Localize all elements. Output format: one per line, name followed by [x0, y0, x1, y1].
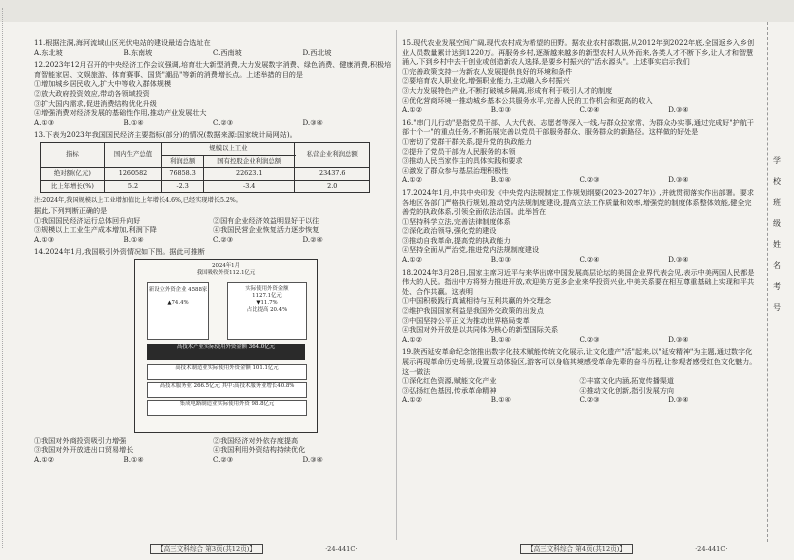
q14-stem: 14.2024年1月,我国吸引外资情况如下图。据此可推断	[34, 247, 205, 257]
top-edge	[0, 0, 794, 22]
q16-options	[402, 175, 757, 185]
hightech-mfg-label: 高技术制造业实际使用外资金额	[175, 364, 251, 371]
right-footer-label: 【高三文科综合 第4页(共12页)】	[520, 544, 633, 554]
actual-use-rate: ▼11.7%	[256, 299, 278, 306]
q11-option-c[interactable]: C.西南坡	[213, 47, 242, 57]
question-14	[34, 247, 392, 464]
side-char: 名	[773, 261, 781, 270]
q12-item-4: ④增强消费对经济发展的基础性作用,推动产业发展壮大	[34, 108, 207, 118]
side-char: 姓	[773, 240, 781, 249]
q17-option-d[interactable]: D.③④	[668, 255, 689, 265]
table-cell: 76858.3	[162, 168, 204, 181]
q16-option-a[interactable]: A.①②	[402, 175, 423, 185]
q13-item-3: ③规模以上工业生产成本增加,利润下降	[34, 225, 157, 235]
q19-items	[402, 376, 757, 395]
question-16	[402, 118, 757, 185]
q19-item-1: ①深化红色资源,赋能文化产业	[402, 376, 497, 386]
q12-stem: 12.2023年12月召开的中央经济工作会议强调,培育壮大新型消费,大力发展数字消费、绿色消费、健康消费,积极培育智能家居、文娱旅游、体育赛事、国货"潮品"等新的消费增长点。上述举措的目的是	[34, 60, 392, 79]
q18-option-d[interactable]: D.③④	[668, 334, 689, 344]
q14-item-4: ④我国利用外资结构持续优化	[213, 445, 306, 455]
side-char: 校	[773, 177, 781, 186]
q16-item-1: ①密切了党群干群关系,提升党的执政能力	[402, 136, 532, 146]
left-footer-code: ·24-441C·	[325, 545, 358, 553]
q14-infographic	[134, 259, 318, 433]
q15-item-3: ③大力发展特色产业,不断打破城乡隔离,形成有利于吸引人才的制度	[402, 85, 613, 95]
q16-option-c[interactable]: C.②③	[579, 175, 600, 185]
actual-use-label: 实际使用外资金额	[245, 285, 289, 292]
q12-option-d[interactable]: D.③④	[302, 117, 323, 127]
left-footer-label: 【高三文科综合 第3页(共12页)】	[150, 544, 263, 554]
question-12	[34, 60, 392, 127]
q19-stem: 19.陕西延安革命纪念馆推出数字化技术赋能传统文化展示,让文化遗产"活"起来,以"延安精神"为主题,通过数字化展示再现革命历史场景,设置互动体验区,游客可以身临其境感受革命先辈的奋斗历程,让参观者感受红色文化魅力。这一做法	[402, 347, 757, 376]
q19-option-a[interactable]: A.①②	[402, 395, 423, 405]
right-footer	[520, 543, 728, 553]
infographic-chip	[147, 400, 307, 416]
q14-option-c[interactable]: C.②③	[213, 455, 234, 465]
q16-item-4: ④激发了群众参与基层治理积极性	[402, 165, 509, 175]
hightech-mfg-value: 101.1亿元	[252, 364, 279, 371]
question-19	[402, 347, 757, 405]
q14-item-2: ②我国经济对外依存度提高	[213, 435, 299, 445]
q17-item-2: ②深化政治领导,强化党的建设	[402, 226, 497, 236]
table-cell: 22623.1	[203, 168, 294, 181]
q18-option-c[interactable]: C.②③	[579, 334, 600, 344]
q13-item-2: ②国有企业经济效益明显好于以往	[213, 215, 320, 225]
chip-value: 98.8亿元	[251, 400, 275, 407]
q13-stats-table	[40, 142, 370, 193]
table-row	[41, 180, 370, 193]
q19-options	[402, 395, 757, 405]
left-page	[34, 38, 392, 468]
q13-stem: 13.下表为2023年我国国民经济主要指标(部分)的情况(数据来源:国家统计局网站)。	[34, 130, 297, 140]
q14-options	[34, 455, 392, 465]
q13-option-d[interactable]: D.②④	[302, 234, 323, 244]
q13-option-c[interactable]: C.②③	[213, 234, 234, 244]
page-divider	[396, 30, 397, 540]
side-char: 号	[773, 303, 781, 312]
infographic-new-firms	[147, 282, 209, 340]
q16-option-b[interactable]: B.①④	[490, 175, 511, 185]
q13-item-4: ④我国民营企业恢复活力逐步恢复	[213, 225, 320, 235]
hightech-svc-label: 高技术服务业	[159, 382, 192, 389]
q17-item-1: ①坚持科学立法,完善法律制度体系	[402, 216, 511, 226]
q11-option-b[interactable]: B.东南坡	[123, 47, 153, 57]
question-18	[402, 268, 757, 345]
q15-item-4: ④优化营商环境一推动城乡基本公共服务水平,完善人民的工作机会和更高的收入	[402, 95, 653, 105]
new-firms-rate: ▲74.4%	[167, 299, 189, 306]
q17-item-4: ④坚持全面从严治党,推进党内法规制度建设	[402, 245, 540, 255]
q19-item-2: ②丰富文化内涵,拓宽传播渠道	[579, 376, 674, 386]
q15-item-2: ②要培育农人职业化,增强职业能力,主动融入乡村振兴	[402, 76, 570, 86]
q13-option-a[interactable]: A.①③	[34, 234, 55, 244]
q15-option-d[interactable]: D.③④	[668, 105, 689, 115]
q17-stem: 17.2024年1月,中共中央印发《中央党内法规制定工作规划纲要(2023-2027年)》,并就贯彻落实作出部署。要求各地区各部门严格执行规划,推动党内法规制度建设,提高立法工作质量和效率,增强党的制度体系整体效能,健全完善党的执政体系,引领全面依法治国。此举旨在	[402, 187, 754, 217]
q15-options	[402, 105, 757, 115]
table-cell: 绝对额(亿元)	[41, 168, 105, 181]
q18-option-a[interactable]: A.①②	[402, 334, 423, 344]
right-page	[402, 38, 757, 408]
q16-option-d[interactable]: D.③④	[668, 175, 689, 185]
q14-item-3: ③我国对外开放进出口贸易增长	[34, 445, 134, 455]
left-footer	[150, 543, 358, 553]
new-firms-label: 新设立外资企业 4588家	[148, 286, 208, 293]
side-char: 考	[773, 282, 781, 291]
q16-item-2: ②提升了党员干部为人民服务的本领	[402, 146, 516, 156]
q12-item-3: ③扩大国内需求,促进消费结构优化升级	[34, 98, 157, 108]
q13-items	[34, 216, 392, 235]
q15-stem: 15.现代农业发展空间广阔,现代农村成为希望的田野。据农业农村部数据,从2012年到2022年底,全国返乡入乡创业人员数量累计达到1220万。再服务乡村,逐渐越来越多的新型农村人从外而来,各类人才不断下乡,让人才和智慧涌入,下到乡村中去干创业或创造新农人选择,是要乡村振兴的"活水源头"。上述事实启示我们	[402, 38, 755, 67]
q12-option-c[interactable]: C.②③	[213, 117, 234, 127]
table-header-private: 私营企业利润总额	[295, 142, 370, 167]
side-char: 学	[773, 156, 781, 165]
table-header-profit: 利润总额	[162, 155, 204, 168]
side-info	[768, 150, 786, 318]
q19-option-c[interactable]: C.②③	[579, 395, 600, 405]
q12-item-2: ②放大政府投资效应,带动各领域投资	[34, 88, 150, 98]
question-17	[402, 188, 757, 265]
q11-option-a[interactable]: A.东北坡	[34, 47, 63, 57]
infographic-hightech-manufacturing	[147, 364, 307, 380]
actual-use-note: 占比提高 20.4%	[246, 306, 288, 313]
q15-option-a[interactable]: A.①②	[402, 105, 423, 115]
infographic-hightech-service	[147, 382, 307, 398]
hightech-svc-value: 266.5亿元	[193, 382, 220, 389]
q13-options	[34, 235, 392, 245]
q14-items	[34, 436, 392, 455]
question-13	[34, 130, 392, 244]
q17-option-c[interactable]: C.②④	[579, 255, 600, 265]
q13-note: 注:2024年,我国规模以上工业增加值比上年增长4.6%,已经实现增长5.2%。	[34, 197, 242, 205]
right-footer-code: ·24-441C·	[695, 545, 728, 553]
q13-item-1: ①我国国民经济运行总体回升向好	[34, 215, 141, 225]
q17-option-b[interactable]: B.①③	[490, 255, 511, 265]
q12-item-1: ①增加城乡居民收入,扩大中等收入群体规模	[34, 79, 172, 89]
q15-item-1: ①完善政策支持一为新农人发展提供良好的环境和条件	[402, 66, 573, 76]
q12-options	[34, 118, 392, 128]
q15-option-c[interactable]: C.②④	[579, 105, 600, 115]
q18-option-b[interactable]: B.①④	[490, 334, 511, 344]
infographic-title: 2024年1月	[212, 262, 240, 269]
table-row	[41, 168, 370, 181]
binding-marks	[2, 8, 9, 548]
table-cell: 5.2	[104, 180, 162, 193]
q14-option-d[interactable]: D.③④	[302, 455, 323, 465]
table-cell: 1260582	[104, 168, 162, 181]
q18-stem: 18.2024年3月28日,国家主席习近平与来华出席中国发展高层论坛的美国企业界代表会见,表示中美两国人民都是伟大的人民。指出中方将努力推进开放,欢迎美方更多企业来华投资兴业,中美关系要在相互尊重基础上实现和平共处、合作共赢。这表明	[402, 267, 755, 296]
q18-item-4: ④我国对外开放是以共同体为核心的新型国际关系	[402, 325, 559, 335]
table-header-state-owned: 国有控股企业利润总额	[203, 155, 294, 168]
q16-item-3: ③推动人民当家作主的具体实践和要求	[402, 156, 523, 166]
table-cell: 23437.6	[295, 168, 370, 181]
q16-stem: 16."串门儿行动"是指党员干部、人大代表、志愿者等深入一线,与群众拉家常、为群众办实事,通过完成好"护航干部十个一"的重点任务,不断拓展完善以党员干部服务群众、服务群众的新路径。这样做的好处是	[402, 117, 754, 137]
q18-item-1: ①中国积极践行真诚相待与互利共赢的外交理念	[402, 296, 551, 306]
table-header-industry: 规模以上工业	[162, 142, 295, 155]
table-header-indicator: 指标	[41, 142, 105, 167]
q17-item-3: ③推动自我革命,提高党的执政能力	[402, 235, 511, 245]
q19-option-b[interactable]: B.①④	[490, 395, 511, 405]
q19-item-4: ④推动文化创新,指引发展方向	[579, 385, 674, 395]
q19-option-d[interactable]: D.③④	[668, 395, 689, 405]
question-11	[34, 38, 392, 57]
q18-options	[402, 335, 757, 345]
side-char: 级	[773, 219, 781, 228]
hightech-svc-rate: 其中:高技术服务业增长40.8%	[221, 382, 295, 389]
infographic-actual-use	[227, 282, 307, 340]
q12-option-a[interactable]: A.①③	[34, 117, 55, 127]
q18-item-2: ②维护我国国家利益是我国外交政策的出发点	[402, 306, 544, 316]
q14-item-1: ①我国对外商投资吸引力增强	[34, 435, 127, 445]
actual-use-value: 1127.1亿元	[252, 292, 282, 299]
table-header-gdp: 国内生产总值	[104, 142, 162, 167]
q12-option-b[interactable]: B.①④	[123, 117, 144, 127]
chip-label: 集成电路制造业实际使用外资	[179, 400, 250, 407]
q14-option-a[interactable]: A.①②	[34, 455, 55, 465]
q17-option-a[interactable]: A.①②	[402, 255, 423, 265]
question-15	[402, 38, 757, 115]
q13-prompt: 据此,下列判断正确的是	[34, 205, 108, 215]
table-cell: 比上年增长(%)	[41, 180, 105, 193]
hightech-value: 364.0亿元	[248, 343, 276, 350]
q14-option-b[interactable]: B.①④	[123, 455, 144, 465]
q18-item-3: ③中国坚持公平正义为推动世界格局变革	[402, 315, 530, 325]
q11-option-d[interactable]: D.西北坡	[302, 47, 332, 57]
q13-option-b[interactable]: B.①④	[123, 234, 144, 244]
table-cell: -2.3	[162, 180, 204, 193]
table-cell: 2.0	[295, 180, 370, 193]
hightech-label: 高技术产业实际使用外资金额	[176, 343, 248, 350]
q11-options	[34, 48, 392, 58]
q19-item-3: ③弘扬红色基因,传承革命精神	[402, 385, 497, 395]
infographic-hightech	[147, 344, 305, 360]
table-cell: -3.4	[203, 180, 294, 193]
infographic-subtitle: 我国吸收外资112.1亿元	[196, 269, 256, 276]
q17-options	[402, 255, 757, 265]
q15-option-b[interactable]: B.①③	[490, 105, 511, 115]
q11-stem: 11.根据注洞,海河流域山区光伏电站的建设最适合选址在	[34, 38, 211, 47]
side-char: 班	[773, 198, 781, 207]
